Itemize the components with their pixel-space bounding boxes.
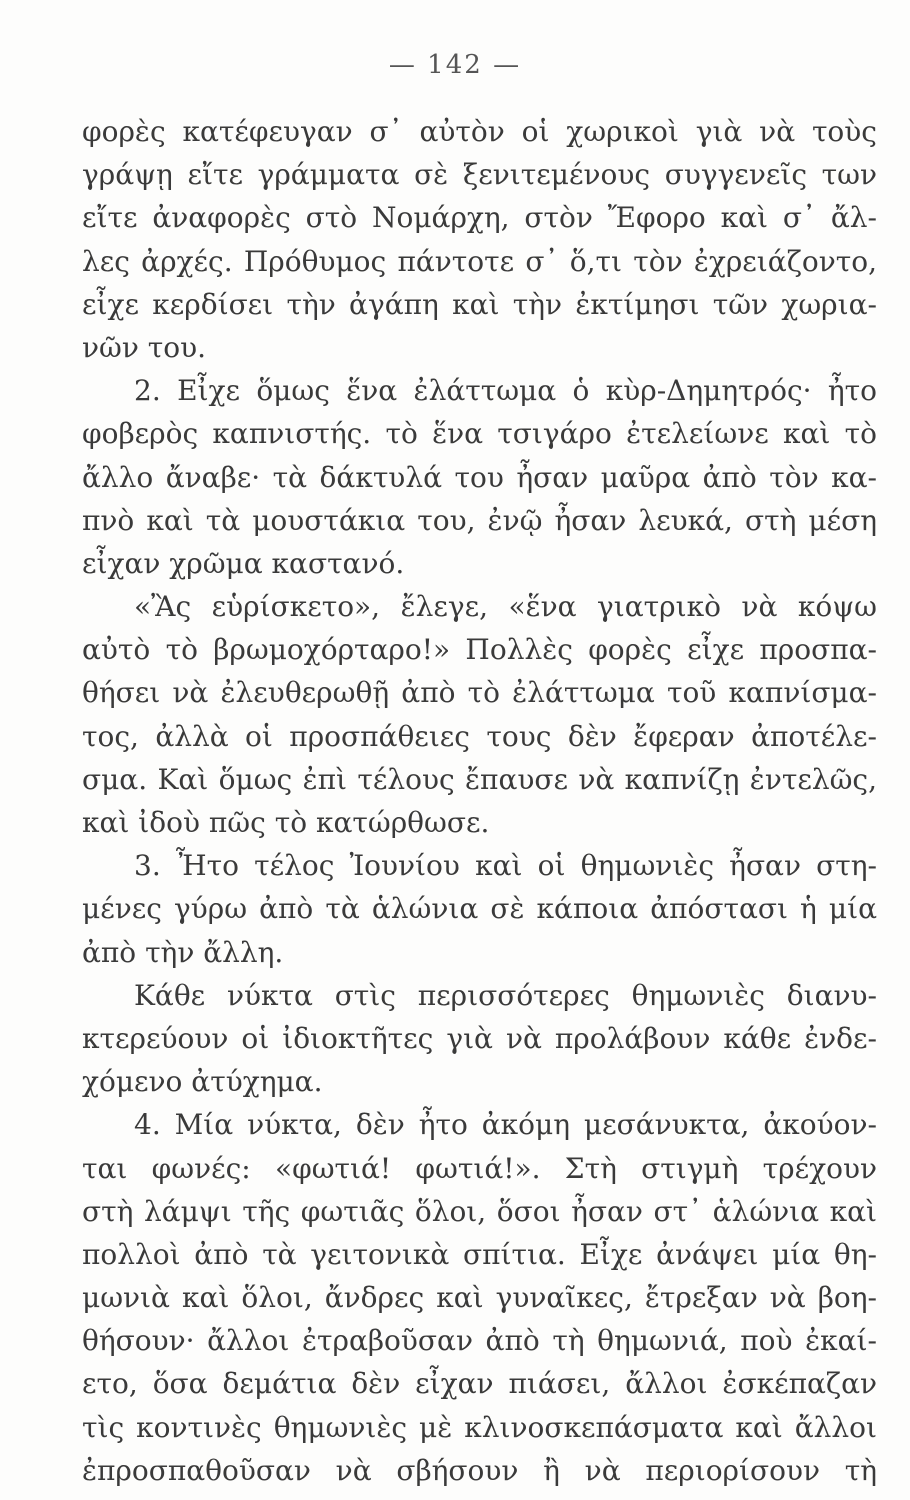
text-line: στὴ λάμψι τῆς φωτιᾶς ὅλοι, ὅσοι ἦσαν στ᾿ ἁλώνια καὶ <box>82 1194 877 1228</box>
text-line: πολλοὶ ἀπὸ τὰ γειτονικὰ σπίτια. Εἶχε ἀνάψει μία θη- <box>82 1237 877 1271</box>
text-line: εἶχαν χρῶμα καστανό. <box>82 546 405 580</box>
text-line: «Ἂς εὑρίσκετο», ἔλεγε, «ἕνα γιατρικὸ νὰ κόψω <box>134 590 877 624</box>
text-line: κτερεύουν οἱ ἰδιοκτῆτες γιὰ νὰ προλάβουν κάθε ἐνδε- <box>82 1021 877 1055</box>
text-line: μωνιὰ καὶ ὅλοι, ἄνδρες καὶ γυναῖκες, ἔτρεξαν νὰ βοη- <box>82 1281 877 1315</box>
text-line: εἴτε ἀναφορὲς στὸ Νομάρχη, στὸν Ἔφορο καὶ σ᾿ ἄλ- <box>82 201 877 235</box>
text-line: χόμενο ἀτύχημα. <box>82 1065 323 1099</box>
text-line: 2. Εἶχε ὅμως ἕνα ἐλάττωμα ὁ κὺρ-Δημητρός· ἦτο <box>134 374 877 408</box>
text-line: αὐτὸ τὸ βρωμοχόρταρο!» Πολλὲς φορὲς εἶχε προσπα- <box>82 633 877 667</box>
body-text <box>82 110 877 1492</box>
page-number: — 142 — <box>388 50 522 80</box>
text-line: σμα. Καὶ ὅμως ἐπὶ τέλους ἔπαυσε νὰ καπνίζῃ ἐντελῶς, <box>82 762 877 796</box>
text-line: τὶς κοντινὲς θημωνιὲς μὲ κλινοσκεπάσματα καὶ ἄλλοι <box>82 1410 877 1444</box>
text-line: μένες γύρω ἀπὸ τὰ ἁλώνια σὲ κάποια ἀπόστασι ἡ μία <box>82 892 877 926</box>
text-line: θήσει νὰ ἐλευθερωθῇ ἀπὸ τὸ ἐλάττωμα τοῦ καπνίσμα- <box>82 676 877 710</box>
text-line: 3. Ἦτο τέλος Ἰουνίου καὶ οἱ θημωνιὲς ἦσαν στη- <box>134 849 877 883</box>
text-line: ἄλλο ἄναβε· τὰ δάκτυλά του ἦσαν μαῦρα ἀπὸ τὸν κα- <box>82 460 877 494</box>
text-line: φορὲς κατέφευγαν σ᾿ αὐτὸν οἱ χωρικοὶ γιὰ νὰ τοὺς <box>82 115 877 148</box>
text-line: λες ἀρχές. Πρόθυμος πάντοτε σ᾿ ὅ,τι τὸν ἐχρειάζοντο, <box>82 244 877 278</box>
text-line: θήσουν· ἄλλοι ἐτραβοῦσαν ἀπὸ τὴ θημωνιά, ποὺ ἐκαί- <box>82 1324 877 1358</box>
text-line: πνὸ καὶ τὰ μουστάκια του, ἐνῷ ἦσαν λευκά, στὴ μέση <box>82 503 877 537</box>
text-line: καὶ ἰδοὺ πῶς τὸ κατώρθωσε. <box>82 806 490 839</box>
text-line: εἶχε κερδίσει τὴν ἀγάπη καὶ τὴν ἐκτίμησι τῶν χωρια- <box>82 287 877 321</box>
text-line: φοβερὸς καπνιστής. τὸ ἕνα τσιγάρο ἐτελείωνε καὶ τὸ <box>82 417 877 451</box>
text-line: γράψῃ εἴτε γράμματα σὲ ξενιτεμένους συγγενεῖς των <box>82 158 877 192</box>
text-line: νῶν του. <box>82 330 207 364</box>
text-line: 4. Μία νύκτα, δὲν ἦτο ἀκόμη μεσάνυκτα, ἀκούον- <box>134 1108 877 1142</box>
text-line: ἐπροσπαθοῦσαν νὰ σβήσουν ἢ νὰ περιορίσουν τὴ <box>82 1453 877 1487</box>
text-line: τος, ἀλλὰ οἱ προσπάθειες τους δὲν ἔφεραν ἀποτέλε- <box>82 719 877 753</box>
text-line: ετο, ὅσα δεμάτια δὲν εἶχαν πιάσει, ἄλλοι ἐσκέπαζαν <box>82 1367 877 1401</box>
text-line: Κάθε νύκτα στὶς περισσότερες θημωνιὲς διανυ- <box>134 978 877 1012</box>
text-line: ται φωνές: «φωτιά! φωτιά!». Στὴ στιγμὴ τρέχουν <box>82 1151 877 1185</box>
text-line: ἀπὸ τὴν ἄλλη. <box>82 935 284 969</box>
